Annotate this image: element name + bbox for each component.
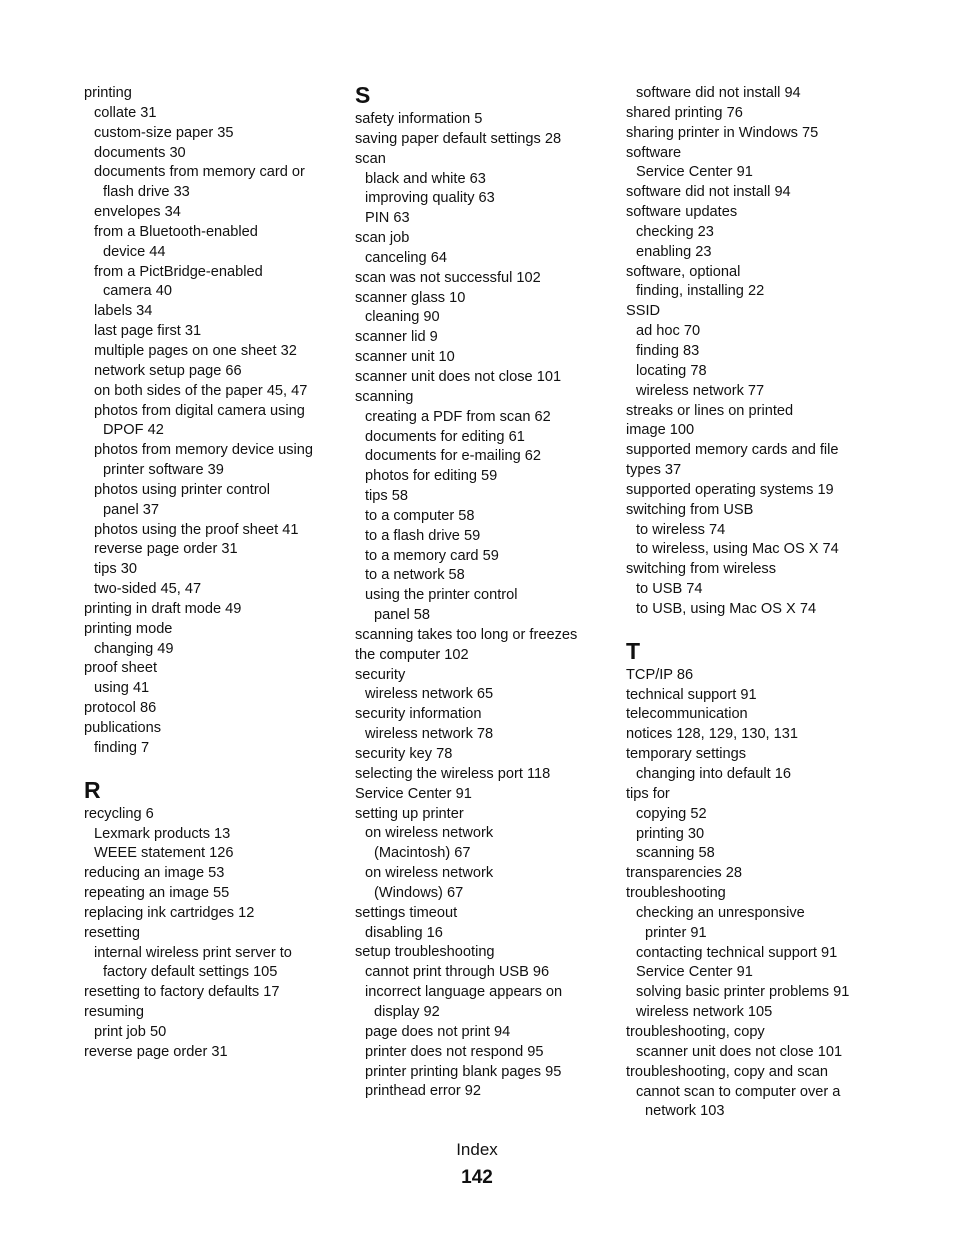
index-subentry: to a computer 58 bbox=[365, 507, 475, 524]
index-entry-continuation: (Macintosh) 67 bbox=[374, 845, 471, 862]
index-subentry: finding 7 bbox=[94, 739, 150, 756]
index-entry: software did not install 94 bbox=[626, 184, 791, 201]
index-entry: telecommunication bbox=[626, 706, 748, 723]
index-entry: notices 128, 129, 130, 131 bbox=[626, 726, 799, 743]
index-entry: sharing printer in Windows 75 bbox=[626, 124, 819, 141]
index-entry: protocol 86 bbox=[84, 700, 157, 717]
index-subentry: WEEE statement 126 bbox=[94, 845, 234, 862]
index-subentry: collate 31 bbox=[94, 104, 157, 121]
index-entry: scan bbox=[355, 150, 386, 167]
index-entry-continuation: flash drive 33 bbox=[103, 184, 190, 201]
index-subentry: cleaning 90 bbox=[365, 309, 440, 326]
index-subentry: documents for editing 61 bbox=[365, 428, 525, 445]
index-subentry: contacting technical support 91 bbox=[636, 944, 838, 961]
index-subentry: improving quality 63 bbox=[365, 190, 495, 207]
index-entry: Service Center 91 bbox=[355, 785, 472, 802]
index-subentry: software did not install 94 bbox=[636, 85, 801, 101]
index-entry: resetting to factory defaults 17 bbox=[84, 984, 280, 1001]
index-subentry: PIN 63 bbox=[365, 210, 410, 227]
index-column-1 bbox=[84, 84, 334, 1063]
index-subentry: to wireless, using Mac OS X 74 bbox=[636, 541, 839, 558]
index-subentry: finding, installing 22 bbox=[636, 283, 765, 300]
section-letter-heading: R bbox=[84, 776, 101, 803]
index-subentry: photos for editing 59 bbox=[365, 468, 498, 485]
index-subentry: on wireless network bbox=[365, 865, 494, 882]
index-subentry: printhead error 92 bbox=[365, 1083, 482, 1100]
index-entry: troubleshooting, copy and scan bbox=[626, 1063, 829, 1080]
index-entry: setup troubleshooting bbox=[355, 944, 495, 961]
section-gap bbox=[626, 620, 886, 634]
index-subentry: disabling 16 bbox=[365, 924, 443, 941]
index-subentry: custom-size paper 35 bbox=[94, 124, 234, 141]
index-subentry: documents for e-mailing 62 bbox=[365, 448, 542, 465]
index-entry-continuation: (Windows) 67 bbox=[374, 884, 464, 901]
index-subentry: wireless network 77 bbox=[636, 382, 765, 399]
index-entry: repeating an image 55 bbox=[84, 885, 230, 902]
index-subentry: to a network 58 bbox=[365, 567, 465, 584]
index-entry: image 100 bbox=[626, 422, 695, 439]
index-subentry: reverse page order 31 bbox=[94, 541, 238, 558]
index-subentry: cannot scan to computer over a bbox=[636, 1083, 841, 1100]
index-subentry: on both sides of the paper 45, 47 bbox=[94, 382, 308, 399]
index-subentry: locating 78 bbox=[636, 362, 707, 379]
index-entry: scanner glass 10 bbox=[355, 289, 466, 306]
index-entry-continuation: network 103 bbox=[645, 1103, 725, 1120]
index-subentry: envelopes 34 bbox=[94, 204, 181, 221]
index-subentry: ad hoc 70 bbox=[636, 323, 701, 340]
index-entry: TCP/IP 86 bbox=[626, 666, 694, 683]
index-entry: software, optional bbox=[626, 263, 741, 280]
index-entry: supported memory cards and file bbox=[626, 442, 839, 459]
index-entry: setting up printer bbox=[355, 805, 464, 822]
index-subentry: printer printing blank pages 95 bbox=[365, 1063, 562, 1080]
index-subentry: using the printer control bbox=[365, 587, 518, 604]
index-subentry: documents 30 bbox=[94, 144, 186, 161]
index-entry: selecting the wireless port 118 bbox=[355, 765, 551, 782]
index-entry-continuation: printer software 39 bbox=[103, 462, 224, 479]
index-entry: saving paper default settings 28 bbox=[355, 130, 562, 147]
index-subentry: photos using printer control bbox=[94, 481, 271, 498]
index-entry: replacing ink cartridges 12 bbox=[84, 904, 255, 921]
index-entry: publications bbox=[84, 720, 162, 736]
section-letter-heading: S bbox=[355, 82, 371, 108]
index-subentry: changing 49 bbox=[94, 640, 174, 657]
index-subentry: photos from memory device using bbox=[94, 442, 313, 459]
page-number: 142 bbox=[461, 1167, 493, 1188]
index-entry: troubleshooting, copy bbox=[626, 1023, 765, 1040]
index-subentry: wireless network 78 bbox=[365, 726, 494, 743]
section-letter-heading: T bbox=[626, 637, 641, 664]
index-entry: SSID bbox=[626, 303, 661, 320]
index-subentry: black and white 63 bbox=[365, 170, 486, 187]
section-gap bbox=[84, 759, 334, 773]
index-entry-continuation: device 44 bbox=[103, 243, 166, 260]
index-entry: shared printing 76 bbox=[626, 104, 743, 121]
index-subentry: internal wireless print server to bbox=[94, 944, 292, 961]
index-entry: printing mode bbox=[84, 620, 173, 637]
index-subentry: Service Center 91 bbox=[636, 964, 753, 981]
index-entry-continuation: printer 91 bbox=[645, 924, 707, 941]
index-subentry: cannot print through USB 96 bbox=[365, 964, 550, 981]
index-subentry: tips 58 bbox=[365, 488, 408, 505]
index-entry-continuation: display 92 bbox=[374, 1003, 440, 1020]
index-subentry: canceling 64 bbox=[365, 249, 447, 266]
index-entry: temporary settings bbox=[626, 746, 747, 763]
index-subentry: multiple pages on one sheet 32 bbox=[94, 342, 297, 359]
index-subentry: print job 50 bbox=[94, 1023, 167, 1040]
index-subentry: checking 23 bbox=[636, 223, 714, 240]
index-entry: security information bbox=[355, 706, 482, 723]
index-entry-continuation: factory default settings 105 bbox=[103, 964, 278, 981]
index-entry-continuation: camera 40 bbox=[103, 283, 172, 300]
index-subentry: to a memory card 59 bbox=[365, 547, 499, 564]
index-column-3 bbox=[626, 84, 886, 1122]
index-subentry: to a flash drive 59 bbox=[365, 527, 481, 544]
index-subentry: to wireless 74 bbox=[636, 521, 726, 538]
index-subentry: network setup page 66 bbox=[94, 362, 242, 379]
index-subentry: using 41 bbox=[94, 680, 150, 697]
index-subentry: printer does not respond 95 bbox=[365, 1043, 544, 1060]
index-subentry: wireless network 65 bbox=[365, 686, 494, 703]
index-entry: scan was not successful 102 bbox=[355, 269, 541, 286]
index-subentry: finding 83 bbox=[636, 342, 700, 359]
index-entry: security bbox=[355, 666, 406, 683]
index-entry: printing in draft mode 49 bbox=[84, 600, 242, 617]
index-subentry: documents from memory card or bbox=[94, 164, 305, 181]
index-entry: the computer 102 bbox=[355, 646, 469, 663]
index-entry: scanner lid 9 bbox=[355, 329, 438, 346]
index-entry: technical support 91 bbox=[626, 686, 757, 703]
index-entry: recycling 6 bbox=[84, 805, 154, 822]
index-subentry: solving basic printer problems 91 bbox=[636, 984, 850, 1001]
index-entry: reverse page order 31 bbox=[84, 1043, 228, 1060]
index-subentry: wireless network 105 bbox=[636, 1004, 773, 1021]
index-subentry: incorrect language appears on bbox=[365, 984, 563, 1001]
index-entry-continuation: DPOF 42 bbox=[103, 422, 164, 439]
index-entry-continuation: panel 37 bbox=[103, 501, 159, 518]
index-subentry: page does not print 94 bbox=[365, 1023, 511, 1040]
index-subentry: printing 30 bbox=[636, 825, 705, 842]
index-subentry: enabling 23 bbox=[636, 243, 712, 260]
index-subentry: two-sided 45, 47 bbox=[94, 581, 202, 598]
index-entry: supported operating systems 19 bbox=[626, 481, 834, 498]
index-entry: transparencies 28 bbox=[626, 865, 743, 882]
index-entry-continuation: panel 58 bbox=[374, 607, 430, 624]
index-subentry: photos from digital camera using bbox=[94, 402, 305, 419]
index-entry: scanning bbox=[355, 388, 414, 405]
index-entry: scanning takes too long or freezes bbox=[355, 626, 578, 643]
index-entry: troubleshooting bbox=[626, 885, 726, 902]
index-subentry: creating a PDF from scan 62 bbox=[365, 408, 551, 425]
index-subentry: changing into default 16 bbox=[636, 766, 791, 782]
index-entry: switching from wireless bbox=[626, 561, 777, 578]
index-entry: switching from USB bbox=[626, 501, 754, 518]
index-entry: tips for bbox=[626, 785, 670, 802]
index-subentry: on wireless network bbox=[365, 825, 494, 842]
index-subentry: from a Bluetooth-enabled bbox=[94, 223, 258, 240]
footer-section-label: Index bbox=[456, 1140, 498, 1159]
index-subentry: from a PictBridge-enabled bbox=[94, 263, 263, 280]
index-subentry: to USB 74 bbox=[636, 581, 703, 598]
index-entry: software updates bbox=[626, 204, 738, 221]
index-entry: proof sheet bbox=[84, 660, 158, 677]
index-entry: safety information 5 bbox=[355, 111, 483, 127]
index-entry: reducing an image 53 bbox=[84, 865, 225, 882]
index-entry: scanner unit 10 bbox=[355, 349, 455, 366]
index-entry: security key 78 bbox=[355, 746, 453, 762]
index-subentry: last page first 31 bbox=[94, 323, 202, 340]
index-subentry: to USB, using Mac OS X 74 bbox=[636, 600, 817, 617]
index-entry: resuming bbox=[84, 1004, 145, 1021]
index-entry: software bbox=[626, 144, 682, 161]
index-entry: scanner unit does not close 101 bbox=[355, 368, 562, 385]
index-subentry: scanner unit does not close 101 bbox=[636, 1043, 843, 1060]
index-subentry: checking an unresponsive bbox=[636, 904, 805, 921]
index-entry: printing bbox=[84, 85, 132, 101]
index-entry: scan job bbox=[355, 230, 410, 247]
index-subentry: Lexmark products 13 bbox=[94, 825, 231, 842]
index-entry: settings timeout bbox=[355, 904, 458, 921]
index-subentry: copying 52 bbox=[636, 805, 707, 822]
index-entry: resetting bbox=[84, 924, 140, 941]
index-subentry: tips 30 bbox=[94, 561, 137, 578]
index-column-2 bbox=[355, 84, 610, 1102]
index-subentry: photos using the proof sheet 41 bbox=[94, 521, 299, 538]
index-entry: types 37 bbox=[626, 462, 682, 479]
index-subentry: labels 34 bbox=[94, 303, 153, 320]
index-subentry: Service Center 91 bbox=[636, 164, 753, 181]
index-entry: streaks or lines on printed bbox=[626, 402, 794, 419]
index-subentry: scanning 58 bbox=[636, 845, 715, 862]
